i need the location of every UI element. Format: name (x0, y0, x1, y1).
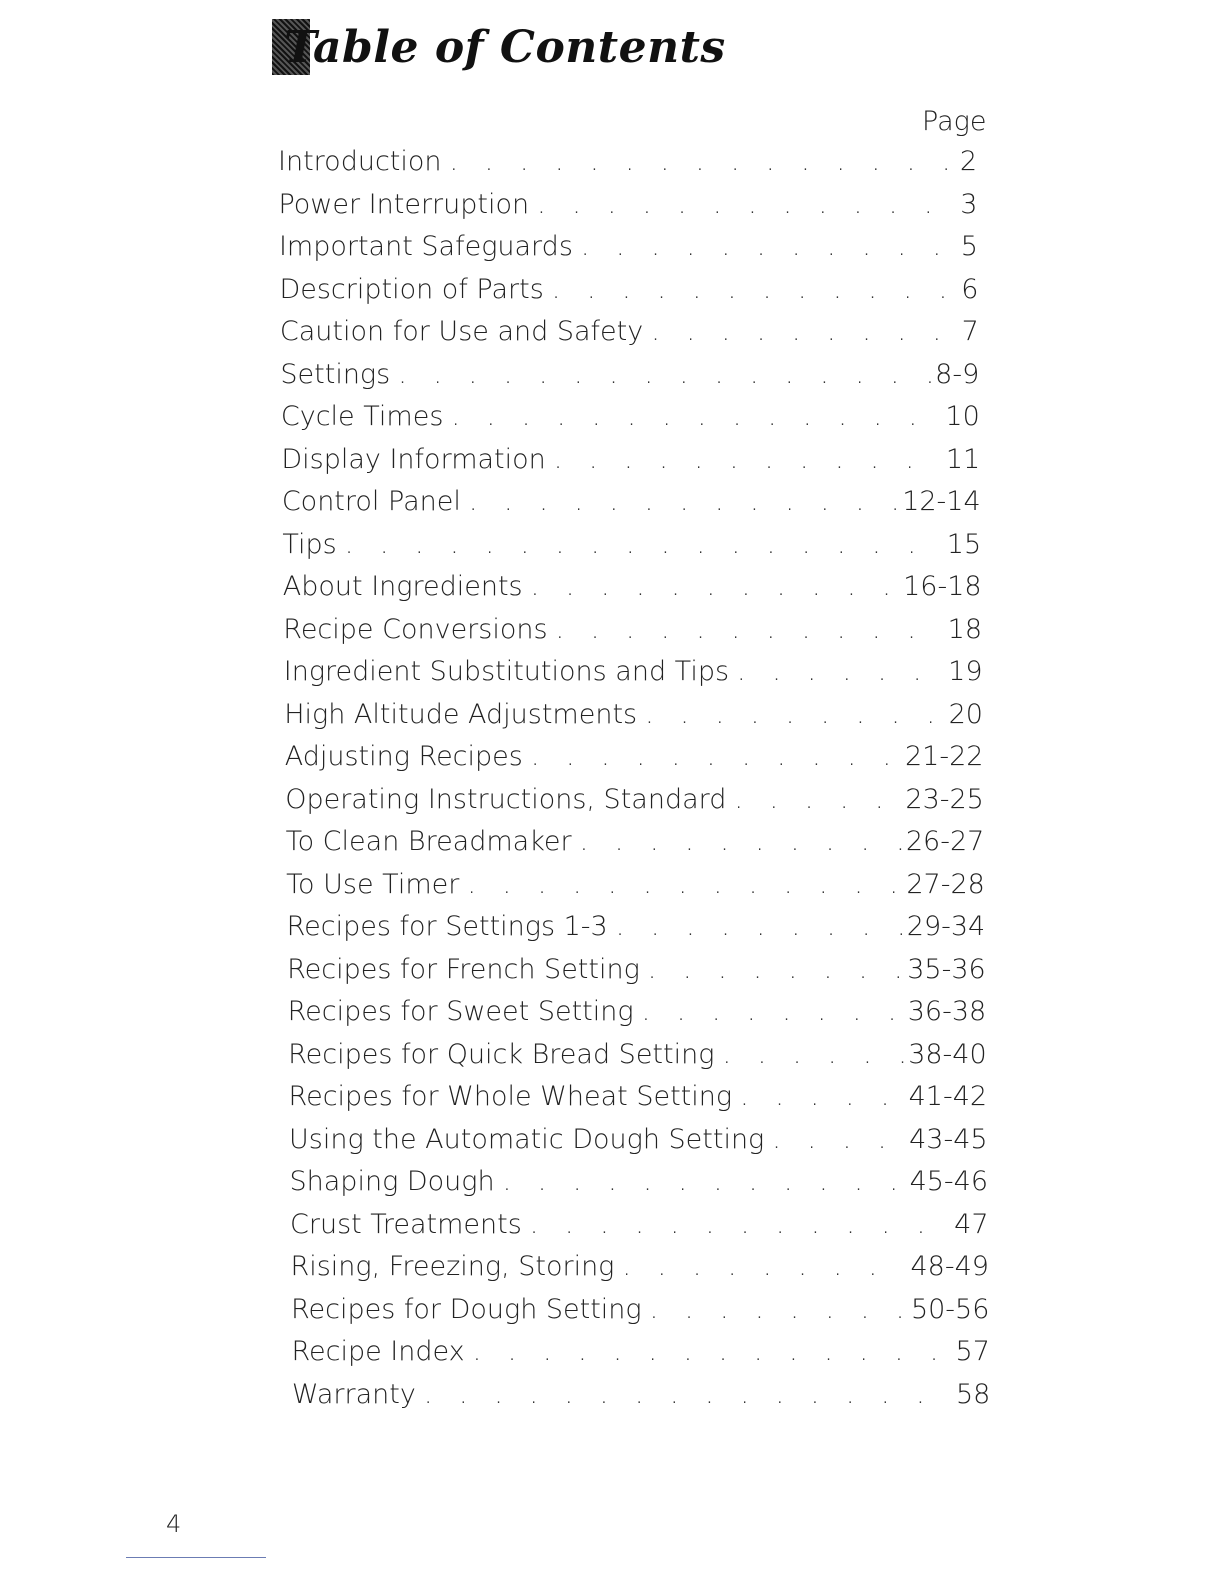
toc-entry (284, 656, 983, 696)
toc-entry (279, 274, 978, 314)
toc-leader-dots (537, 189, 956, 220)
toc-leader-dots (503, 1166, 906, 1197)
toc-leader-dots (531, 571, 900, 602)
page-column-header: Page (922, 106, 987, 137)
toc-leader-dots (650, 1294, 907, 1325)
footer-rule (126, 1557, 266, 1558)
toc-entry (289, 1124, 988, 1164)
toc-entry-page: 7 (961, 316, 979, 347)
toc-entry-label: Recipes for Quick Bread Setting (288, 1038, 715, 1070)
toc-entry-page: 43-45 (909, 1123, 988, 1155)
toc-leader-dots (645, 699, 945, 730)
toc-entry-page: 5 (960, 231, 978, 262)
toc-entry-label: Recipe Index (291, 1336, 465, 1367)
toc-entry-page: 8-9 (935, 358, 980, 390)
toc-entry-page: 19 (948, 656, 983, 687)
toc-entry (282, 529, 981, 569)
toc-entry (285, 741, 984, 781)
toc-leader-dots (616, 911, 903, 942)
toc-entry-page: 58 (955, 1378, 991, 1410)
toc-entry-page: 11 (945, 443, 981, 475)
toc-entry-page: 29-34 (906, 911, 986, 942)
toc-entry-page: 27-28 (906, 868, 985, 900)
toc-entry (280, 316, 979, 356)
toc-entry-page: 57 (955, 1336, 990, 1367)
toc-entry-page: 47 (954, 1208, 989, 1240)
toc-leader-dots (530, 1209, 950, 1240)
toc-entry-page: 21-22 (904, 741, 984, 772)
toc-entry-label: Control Panel (281, 486, 461, 517)
toc-entry-page: 36-38 (907, 996, 987, 1027)
toc-entry-label: Description of Parts (279, 273, 544, 305)
toc-entry (281, 401, 980, 441)
toc-entry-label: Adjusting Recipes (284, 741, 523, 772)
toc-entry-page: 45-46 (909, 1166, 989, 1197)
toc-leader-dots (581, 231, 957, 262)
toc-leader-dots (345, 529, 943, 560)
footer-page-number: 4 (166, 1510, 182, 1538)
toc-entry-label: Cycle Times (280, 401, 444, 432)
toc-entry (283, 614, 982, 654)
title-block (272, 18, 726, 76)
toc-leader-dots (772, 1124, 905, 1155)
toc-entry (289, 1081, 988, 1121)
toc-entry-label: Caution for Use and Safety (279, 316, 644, 347)
toc-entry-page: 2 (959, 146, 977, 177)
toc-entry (290, 1166, 989, 1206)
toc-entry (280, 359, 979, 399)
toc-entry (290, 1209, 989, 1249)
toc-leader-dots (737, 656, 944, 687)
toc-leader-dots (424, 1379, 952, 1410)
toc-leader-dots (740, 1081, 905, 1112)
toc-entry-label: About Ingredients (282, 571, 523, 602)
toc-entry-page: 26-27 (905, 826, 985, 857)
toc-entry-page: 6 (961, 273, 979, 305)
toc-leader-dots (648, 954, 903, 985)
toc-leader-dots (450, 146, 956, 177)
toc-entry-label: Warranty (291, 1378, 416, 1410)
toc-entry (281, 444, 980, 484)
toc-entry (292, 1379, 990, 1419)
toc-entry-label: Using the Automatic Dough Setting (289, 1123, 765, 1155)
toc-entry-label: Ingredient Substitutions and Tips (283, 656, 730, 687)
toc-entry-label: Shaping Dough (289, 1166, 495, 1197)
toc-entry-page: 15 (946, 528, 982, 560)
toc-entry-label: Recipes for French Setting (287, 953, 640, 985)
toc-entry-label: To Clean Breadmaker (285, 826, 572, 857)
toc-entry-label: Recipe Conversions (283, 613, 548, 645)
toc-entry (284, 699, 983, 739)
toc-entry-page: 20 (948, 698, 983, 730)
toc-leader-dots (580, 826, 902, 857)
toc-entry-label: Crust Treatments (290, 1208, 522, 1240)
toc-leader-dots (531, 741, 901, 772)
toc-entry-label: Recipes for Dough Setting (290, 1293, 642, 1325)
toc-entry-page: 3 (960, 188, 978, 220)
toc-leader-dots (722, 1039, 904, 1070)
toc-leader-dots (556, 614, 944, 645)
toc-leader-dots (734, 784, 901, 815)
toc-leader-dots (622, 1251, 906, 1282)
toc-entry (288, 1039, 987, 1079)
toc-entry (288, 996, 987, 1036)
toc-entry-label: Important Safeguards (278, 231, 573, 262)
toc-entry (278, 146, 977, 186)
toc-entry-label: Power Interruption (278, 188, 530, 220)
toc-entry-page: 12-14 (902, 486, 981, 517)
toc-entry-page: 41-42 (908, 1081, 988, 1112)
toc-entry (287, 954, 986, 994)
page-title: Table of Contents (284, 21, 726, 73)
toc-leader-dots (552, 274, 957, 305)
toc-entry-label: Operating Instructions, Standard (285, 783, 727, 815)
toc-entry (286, 869, 985, 909)
toc-entry-label: To Use Timer (286, 868, 460, 900)
toc-entry (282, 486, 981, 526)
toc-entry (286, 826, 985, 866)
toc-leader-dots (642, 996, 904, 1027)
toc-entry-page: 48-49 (910, 1251, 989, 1282)
toc-entry-label: Display Information (281, 443, 546, 475)
toc-entry-page: 10 (945, 401, 980, 432)
toc-entry (285, 784, 984, 824)
toc-entry-label: Introduction (278, 146, 442, 177)
toc-entry (291, 1294, 989, 1334)
toc-entry-page: 50-56 (910, 1293, 990, 1325)
toc-entry-label: Tips (282, 528, 337, 560)
toc-leader-dots (469, 486, 898, 517)
toc-entry (290, 1251, 988, 1291)
toc-entry-page: 38-40 (908, 1038, 987, 1070)
toc-entry (291, 1336, 989, 1376)
toc-leader-dots (554, 444, 942, 475)
toc-leader-dots (651, 316, 957, 347)
toc-entry-label: High Altitude Adjustments (284, 698, 638, 730)
toc-entry-label: Recipes for Settings 1-3 (286, 911, 608, 942)
toc-entry-label: Settings (280, 358, 391, 390)
toc-leader-dots (467, 869, 902, 900)
toc-entry (287, 911, 986, 951)
toc-entry-page: 18 (947, 613, 983, 645)
toc-entry-label: Recipes for Whole Wheat Setting (288, 1081, 733, 1112)
toc-entry-page: 35-36 (907, 953, 986, 985)
toc-entry-page: 23-25 (905, 783, 984, 815)
toc-entry (278, 189, 977, 229)
toc-leader-dots (398, 359, 931, 390)
toc-entry (283, 571, 982, 611)
toc-entry (279, 231, 978, 271)
toc-entry-label: Rising, Freezing, Storing (290, 1251, 615, 1282)
toc-leader-dots (473, 1336, 952, 1367)
toc-entry-page: 16-18 (903, 571, 982, 602)
toc-entry-label: Recipes for Sweet Setting (287, 996, 634, 1027)
toc-leader-dots (451, 401, 941, 432)
